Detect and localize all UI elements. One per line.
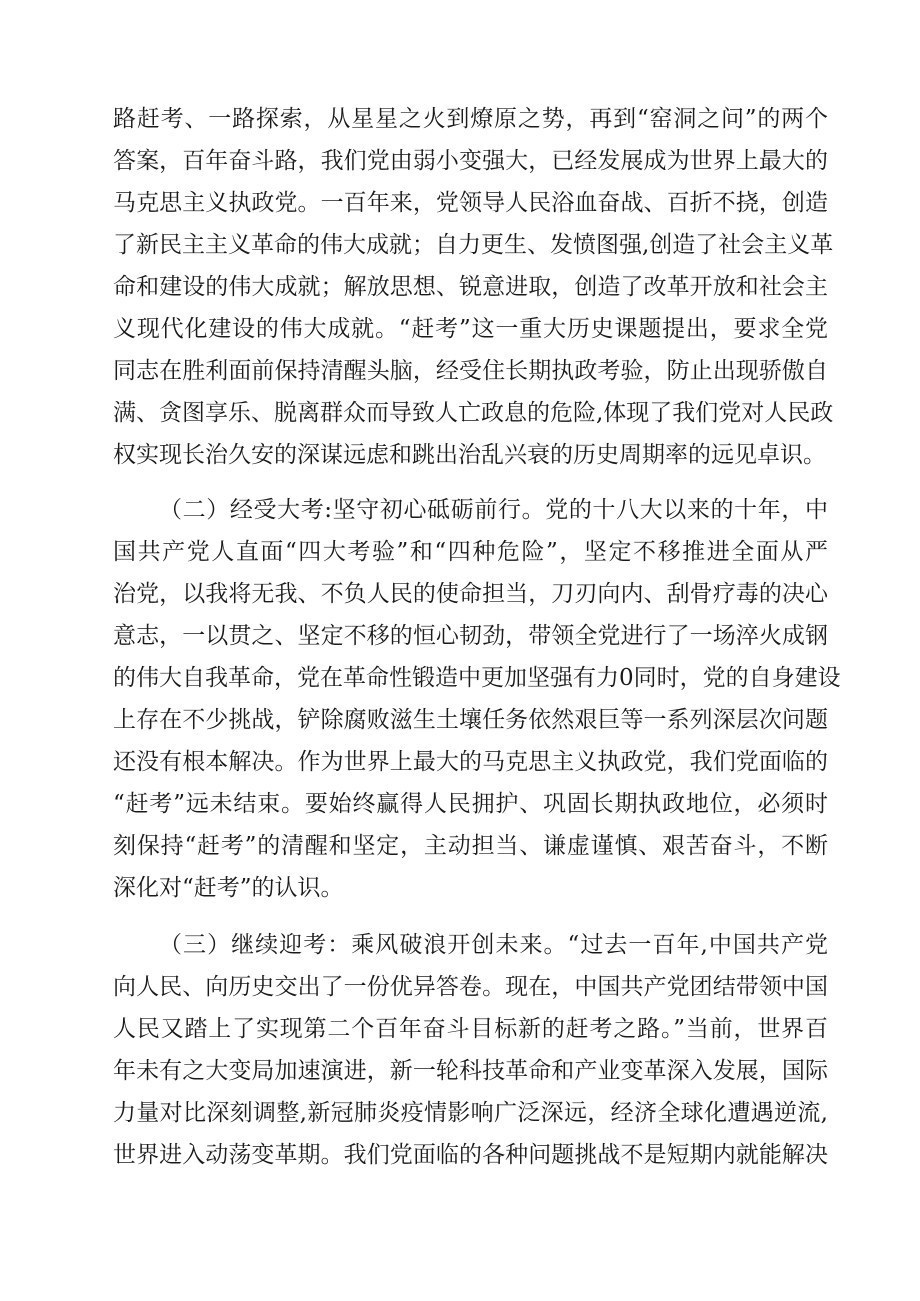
paragraph-3 [113,924,828,1176]
text-line: 刻保持“赶考”的清醒和坚定，主动担当、谦虚谨慎、艰苦奋斗，不断 [113,833,828,859]
text-line: 力量对比深刻调整,新冠肺炎疫情影响广泛深远，经济全球化遭遇逆流, [113,1100,828,1126]
text-line: 的伟大自我革命，党在革命性锻造中更加坚强有力0同时，党的自身建设 [113,665,841,691]
text-line: 深化对“赶考”的认识。 [113,875,344,901]
text-line: （二）经受大考:坚守初心砥砺前行。党的十八大以来的十年，中 [159,497,828,523]
text-line: 世界进入动荡变革期。我们党面临的各种问题挑战不是短期内就能解决 [113,1142,828,1168]
text-line: 同志在胜利面前保持清醒头脑，经受住长期执政考验，防止出现骄傲自 [113,358,828,384]
text-line: 满、贪图享乐、脱离群众而导致人亡政息的危险,体现了我们党对人民政 [113,400,834,426]
text-line: 义现代化建设的伟大成就。“赶考”这一重大历史课题提出，要求全党 [113,316,828,342]
paragraph-1 [113,98,834,476]
text-line: 路赶考、一路探索，从星星之火到燎原之势，再到“窑洞之问”的两个 [113,106,828,132]
paragraph-2 [113,489,841,909]
text-line: 意志，一以贯之、坚定不移的恒心韧劲，带领全党进行了一场淬火成钢 [113,623,828,649]
text-line: “赶考”远未结束。要始终赢得人民拥护、巩固长期执政地位，必须时 [113,791,828,817]
text-line: 治党，以我将无我、不负人民的使命担当，刀刃向内、刮骨疗毒的决心 [113,581,828,607]
text-line: 了新民主主义革命的伟大成就；自力更生、发愤图强,创造了社会主义革 [113,232,834,258]
text-line: 权实现长治久安的深谋远虑和跳出治乱兴衰的历史周期率的远见卓识。 [113,442,826,468]
text-line: 人民又踏上了实现第二个百年奋斗目标新的赶考之路。”当前，世界百 [113,1016,828,1042]
text-line: 答案，百年奋斗路，我们党由弱小变强大，已经发展成为世界上最大的 [113,148,828,174]
text-line: 命和建设的伟大成就；解放思想、锐意进取，创造了改革开放和社会主 [113,274,828,300]
text-line: 还没有根本解决。作为世界上最大的马克思主义执政党，我们党面临的 [113,749,828,775]
text-line: 年未有之大变局加速演进，新一轮科技革命和产业变革深入发展，国际 [113,1058,828,1084]
text-line: 向人民、向历史交出了一份优异答卷。现在，中国共产党团结带领中国 [113,974,828,1000]
text-line: 马克思主义执政党。一百年来，党领导人民浴血奋战、百折不挠，创造 [113,190,828,216]
text-line: （三）继续迎考：乘风破浪开创未来。“过去一百年,中国共产党 [159,932,828,958]
text-line: 上存在不少挑战，铲除腐败滋生土壤任务依然艰巨等一系列深层次问题 [113,707,828,733]
text-line: 国共产党人直面“四大考验”和“四种危险”，坚定不移推进全面从严 [113,539,828,565]
